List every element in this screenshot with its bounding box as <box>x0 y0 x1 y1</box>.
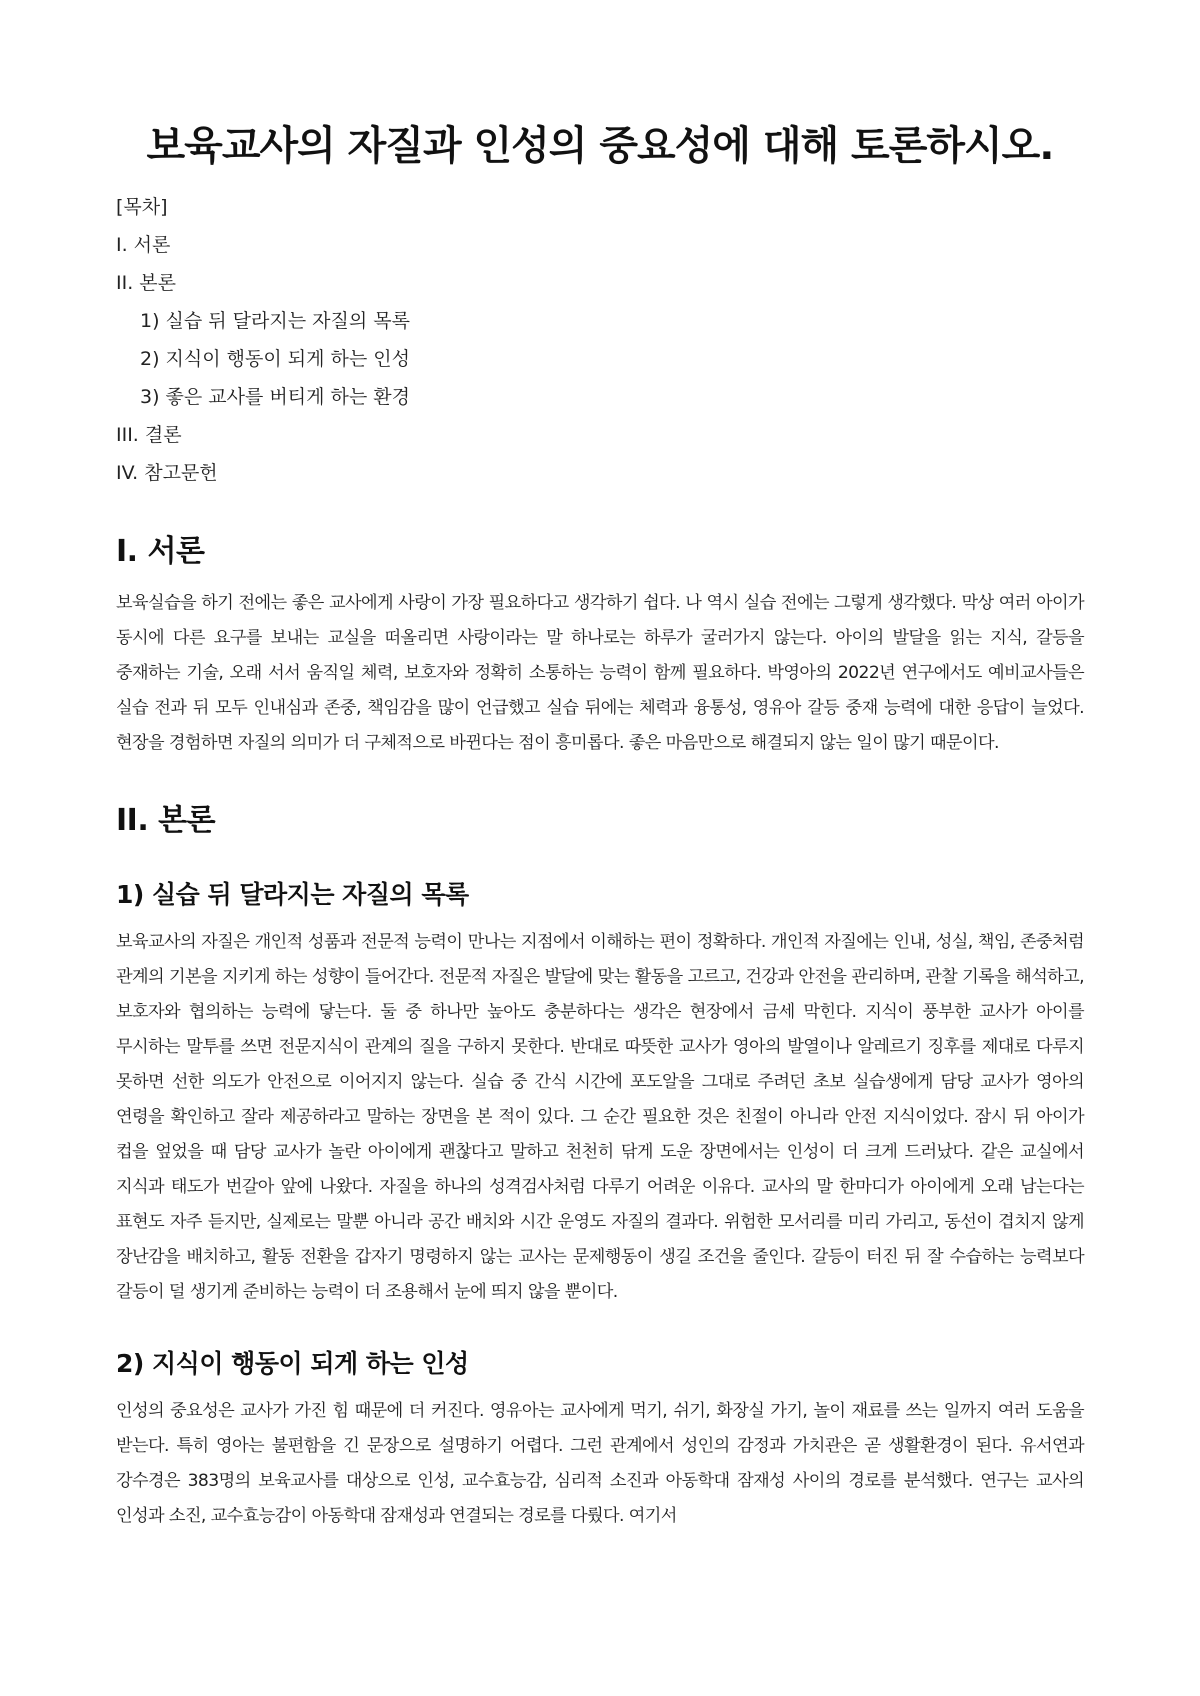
table-of-contents <box>116 188 1084 492</box>
subsection-2-heading: 2) 지식이 행동이 되게 하는 인성 <box>116 1349 469 1378</box>
toc-subitem: 2) 지식이 행동이 되게 하는 인성 <box>140 348 410 370</box>
toc-item: IV. 참고문헌 <box>116 462 218 484</box>
toc-subitem: 3) 좋은 교사를 버티게 하는 환경 <box>140 386 410 408</box>
body-heading: II. 본론 <box>116 803 216 838</box>
subsection-1-heading: 1) 실습 뒤 달라지는 자질의 목록 <box>116 880 469 909</box>
toc-item: I. 서론 <box>116 234 171 256</box>
toc-subitem: 1) 실습 뒤 달라지는 자질의 목록 <box>140 310 410 332</box>
toc-item: II. 본론 <box>116 272 176 294</box>
subsection-1-paragraph: 보육교사의 자질은 개인적 성품과 전문적 능력이 만나는 지점에서 이해하는 편이 정확하다. 개인적 자질에는 인내, 성실, 책임, 존중처럼 관계의 기본을 지키게 하는 성향이 들어간다. 전문적 자질은 발달에 맞는 활동을 고르고, 건강과 안전을 관리하며, 관찰 기록을 해석하고, 보호자와 협의하는 능력에 닿는다. 둘 중 하나만 높아도 충분하다는 생각은 현장에서 금세 막힌다. 지식이 풍부한 교사가 아이를 무시하는 말투를 쓰면 전문지식이 관계의 질을 구하지 못한다. 반대로 따뜻한 교사가 영아의 발열이나 알레르기 징후를 제대로 다루지 못하면 선한 의도가 안전으로 이어지지 않는다. 실습 중 간식 시간에 포도알을 그대로 주려던 초보 실습생에게 담당 교사가 영아의 연령을 확인하고 잘라 제공하라고 말하는 장면을 본 적이 있다. 그 순간 필요한 것은 친절이 아니라 안전 지식이었다. 잠시 뒤 아이가 컵을 엎었을 때 담당 교사가 놀란 아이에게 괜찮다고 말하고 천천히 닦게 도운 장면에서는 인성이 더 크게 드러났다. 같은 교실에서 지식과 태도가 번갈아 앞에 나왔다. 자질을 하나의 성격검사처럼 다루기 어려운 이유다. 교사의 말 한마디가 아이에게 오래 남는다는 표현도 자주 듣지만, 실제로는 말뿐 아니라 공간 배치와 시간 운영도 자질의 결과다. 위험한 모서리를 미리 가리고, 동선이 겹치지 않게 장난감을 배치하고, 활동 전환을 갑자기 명령하지 않는 교사는 문제행동이 생길 조건을 줄인다. 갈등이 터진 뒤 잘 수습하는 능력보다 갈등이 덜 생기게 준비하는 능력이 더 조용해서 눈에 띄지 않을 뿐이다. <box>116 932 1084 1302</box>
toc-item: III. 결론 <box>116 424 182 446</box>
intro-paragraph: 보육실습을 하기 전에는 좋은 교사에게 사랑이 가장 필요하다고 생각하기 쉽다. 나 역시 실습 전에는 그렇게 생각했다. 막상 여러 아이가 동시에 다른 요구를 보내는 교실을 떠올리면 사랑이라는 말 하나로는 하루가 굴러가지 않는다. 아이의 발달을 읽는 지식, 갈등을 중재하는 기술, 오래 서서 움직일 체력, 보호자와 정확히 소통하는 능력이 함께 필요하다. 박영아의 2022년 연구에서도 예비교사들은 실습 전과 뒤 모두 인내심과 존중, 책임감을 많이 언급했고 실습 뒤에는 체력과 융통성, 영유아 갈등 중재 능력에 대한 응답이 늘었다. 현장을 경험하면 자질의 의미가 더 구체적으로 바뀐다는 점이 흥미롭다. 좋은 마음만으로 해결되지 않는 일이 많기 때문이다. <box>116 593 1084 753</box>
intro-heading: I. 서론 <box>116 534 205 569</box>
toc-label: [목차] <box>116 196 168 218</box>
subsection-2-paragraph: 인성의 중요성은 교사가 가진 힘 때문에 더 커진다. 영유아는 교사에게 먹기, 쉬기, 화장실 가기, 놀이 재료를 쓰는 일까지 여러 도움을 받는다. 특히 영아는 불편함을 긴 문장으로 설명하기 어렵다. 그런 관계에서 성인의 감정과 가치관은 곧 생활환경이 된다. 유서연과 강수경은 383명의 보육교사를 대상으로 인성, 교수효능감, 심리적 소진과 아동학대 잠재성 사이의 경로를 분석했다. 연구는 교사의 인성과 소진, 교수효능감이 아동학대 잠재성과 연결되는 경로를 다뤘다. 여기서 <box>116 1401 1084 1526</box>
document-title: 보육교사의 자질과 인성의 중요성에 대해 토론하시오. <box>146 123 1054 169</box>
